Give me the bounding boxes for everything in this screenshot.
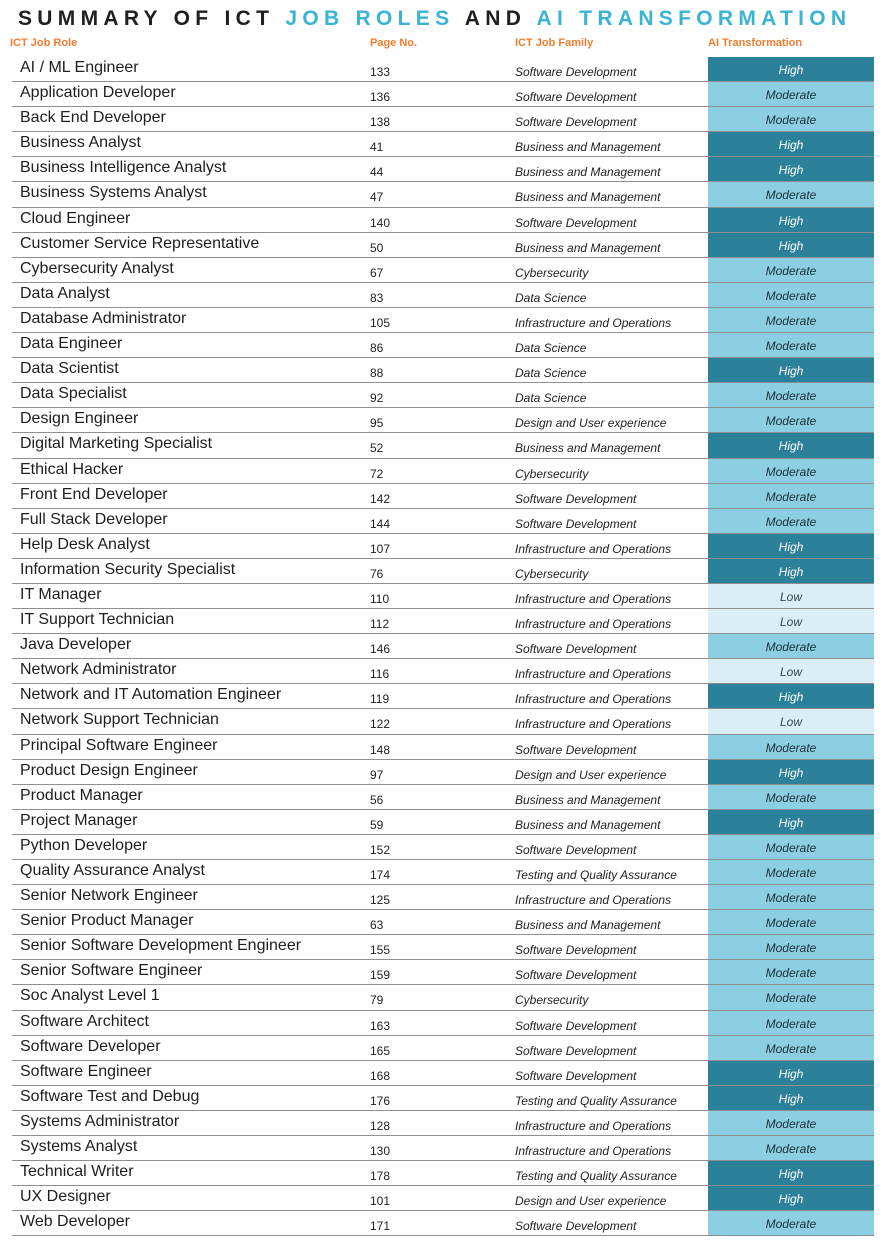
page-number-cell: 63 — [370, 918, 384, 933]
job-family-cell: Infrastructure and Operations — [515, 717, 672, 732]
page-number-cell: 168 — [370, 1068, 391, 1083]
job-role-cell: UX Designer — [20, 1188, 111, 1206]
job-family-cell: Business and Management — [515, 165, 661, 180]
page-number-cell: 152 — [370, 842, 391, 857]
table-row — [0, 333, 890, 358]
header-ai-transformation: AI Transformation — [708, 37, 803, 49]
table-row — [0, 1011, 890, 1036]
roles-table — [0, 57, 890, 1236]
ai-transformation-badge: High — [708, 1161, 874, 1186]
table-row — [0, 709, 890, 734]
page-number-cell: 76 — [370, 566, 384, 581]
table-row — [0, 860, 890, 885]
job-family-cell: Software Development — [515, 215, 637, 230]
table-row — [0, 408, 890, 433]
job-family-cell: Software Development — [515, 90, 637, 105]
ai-transformation-badge: High — [708, 1086, 874, 1111]
job-family-cell: Cybersecurity — [515, 466, 589, 481]
ai-transformation-badge: Moderate — [708, 910, 874, 935]
title-part-ai-transformation: AI TRANSFORMATION — [536, 7, 852, 30]
title-part-job-roles: JOB ROLES — [285, 7, 455, 30]
table-row — [0, 157, 890, 182]
job-family-cell: Infrastructure and Operations — [515, 1118, 672, 1133]
job-role-cell: Business Intelligence Analyst — [20, 159, 227, 177]
table-row — [0, 810, 890, 835]
ai-transformation-badge: High — [708, 132, 874, 157]
job-role-cell: Business Systems Analyst — [20, 184, 207, 202]
job-family-cell: Business and Management — [515, 817, 661, 832]
page-number-cell: 110 — [370, 591, 390, 606]
ai-transformation-badge: Moderate — [708, 1211, 874, 1236]
job-role-cell: Software Architect — [20, 1012, 149, 1030]
ai-transformation-badge: Moderate — [708, 1111, 874, 1136]
ai-transformation-badge: Low — [708, 609, 874, 634]
page-number-cell: 133 — [370, 65, 391, 79]
ai-transformation-badge: Moderate — [708, 860, 874, 885]
job-role-cell: Quality Assurance Analyst — [20, 862, 205, 879]
job-family-cell: Software Development — [515, 1018, 637, 1033]
job-family-cell: Design and User experience — [515, 416, 667, 431]
job-family-cell: Software Development — [515, 642, 637, 657]
table-row — [0, 960, 890, 985]
table-row — [0, 82, 890, 107]
ai-transformation-badge: High — [708, 233, 874, 258]
page-number-cell: 112 — [370, 617, 390, 632]
job-role-cell: Digital Marketing Specialist — [20, 435, 213, 453]
table-row — [0, 308, 890, 333]
table-row — [0, 1211, 890, 1236]
job-role-cell: Systems Analyst — [20, 1138, 138, 1156]
ai-transformation-badge: Moderate — [708, 383, 874, 408]
job-role-cell: Design Engineer — [20, 410, 139, 428]
page-number-cell: 176 — [370, 1093, 391, 1108]
table-row — [0, 283, 890, 308]
page-number-cell: 47 — [370, 190, 384, 205]
table-row — [0, 634, 890, 659]
ai-transformation-badge: Moderate — [708, 82, 874, 107]
table-row — [0, 835, 890, 860]
job-role-cell: Network and IT Automation Engineer — [20, 686, 282, 704]
page-number-cell: 125 — [370, 893, 391, 908]
ai-transformation-badge: High — [708, 534, 874, 559]
table-row — [0, 609, 890, 634]
ai-transformation-badge: High — [708, 810, 874, 835]
ai-transformation-badge: Moderate — [708, 408, 874, 433]
job-role-cell: Project Manager — [20, 811, 138, 829]
job-role-cell: Data Specialist — [20, 385, 127, 403]
job-role-cell: Cybersecurity Analyst — [20, 259, 174, 277]
table-row — [0, 1036, 890, 1061]
header-job-family: ICT Job Family — [515, 37, 594, 49]
job-family-cell: Business and Management — [515, 190, 661, 205]
page-number-cell: 144 — [370, 516, 391, 531]
ai-transformation-badge: Moderate — [708, 283, 874, 308]
page-number-cell: 95 — [370, 416, 384, 431]
job-family-cell: Cybersecurity — [515, 265, 589, 280]
table-row — [0, 107, 890, 132]
page-number-cell: 97 — [370, 767, 384, 782]
job-family-cell: Software Development — [515, 742, 637, 757]
job-family-cell: Software Development — [515, 943, 637, 958]
ai-transformation-badge: Moderate — [708, 1036, 874, 1061]
table-row — [0, 358, 890, 383]
job-family-cell: Business and Management — [515, 140, 661, 155]
table-row — [0, 985, 890, 1010]
page-number-cell: 122 — [370, 717, 391, 732]
page-number-cell: 56 — [370, 792, 384, 807]
job-role-cell: Data Analyst — [20, 284, 110, 302]
ai-transformation-badge: High — [708, 1186, 874, 1211]
job-family-cell: Business and Management — [515, 240, 661, 255]
table-row — [0, 534, 890, 559]
job-family-cell: Testing and Quality Assurance — [515, 1169, 677, 1184]
ai-transformation-badge: High — [708, 684, 874, 709]
job-role-cell: Network Administrator — [20, 661, 177, 679]
title-part-summary: SUMMARY OF ICT — [18, 7, 275, 30]
page-number-cell: 159 — [370, 968, 391, 983]
table-row — [0, 433, 890, 458]
ai-transformation-badge: Moderate — [708, 960, 874, 985]
job-role-cell: Principal Software Engineer — [20, 736, 218, 754]
page-number-cell: 105 — [370, 315, 391, 330]
ai-transformation-badge: High — [708, 433, 874, 458]
ai-transformation-badge: Moderate — [708, 885, 874, 910]
page-number-cell: 67 — [370, 265, 384, 280]
page-number-cell: 146 — [370, 642, 391, 657]
table-row — [0, 785, 890, 810]
job-family-cell: Design and User experience — [515, 767, 667, 782]
ai-transformation-badge: Moderate — [708, 935, 874, 960]
job-family-cell: Business and Management — [515, 792, 661, 807]
page-number-cell: 165 — [370, 1043, 391, 1058]
page-number-cell: 138 — [370, 115, 391, 130]
job-family-cell: Design and User experience — [515, 1194, 667, 1209]
table-header — [0, 37, 890, 53]
job-family-cell: Software Development — [515, 1068, 637, 1083]
table-row — [0, 509, 890, 534]
table-row — [0, 559, 890, 584]
table-row — [0, 383, 890, 408]
job-family-cell: Software Development — [515, 516, 637, 531]
job-role-cell: Back End Developer — [20, 109, 166, 127]
ai-transformation-badge: High — [708, 57, 874, 82]
ai-transformation-badge: Moderate — [708, 1136, 874, 1161]
job-family-cell: Infrastructure and Operations — [515, 692, 672, 707]
job-family-cell: Infrastructure and Operations — [515, 667, 672, 682]
page-number-cell: 72 — [370, 466, 384, 481]
page-number-cell: 148 — [370, 742, 391, 757]
job-family-cell: Data Science — [515, 391, 587, 406]
page-number-cell: 86 — [370, 341, 384, 356]
table-row — [0, 684, 890, 709]
job-role-cell: Senior Product Manager — [20, 912, 194, 930]
page-number-cell: 79 — [370, 993, 384, 1008]
table-row — [0, 584, 890, 609]
page-number-cell: 83 — [370, 290, 384, 305]
table-row — [0, 659, 890, 684]
page-number-cell: 174 — [370, 868, 391, 882]
ai-transformation-badge: Moderate — [708, 735, 874, 760]
table-row — [0, 57, 890, 82]
job-family-cell: Software Development — [515, 1219, 637, 1234]
page-number-cell: 128 — [370, 1118, 391, 1133]
page-number-cell: 119 — [370, 692, 390, 707]
job-family-cell: Infrastructure and Operations — [515, 315, 672, 330]
page-number-cell: 107 — [370, 541, 391, 556]
ai-transformation-badge: Low — [708, 709, 874, 734]
job-role-cell: IT Support Technician — [20, 611, 175, 629]
ai-transformation-badge: Moderate — [708, 308, 874, 333]
job-role-cell: Senior Network Engineer — [20, 887, 198, 905]
job-role-cell: Soc Analyst Level 1 — [20, 987, 160, 1005]
job-role-cell: Information Security Specialist — [20, 560, 236, 578]
job-role-cell: Python Developer — [20, 836, 148, 854]
job-role-cell: Product Design Engineer — [20, 761, 198, 779]
job-family-cell: Infrastructure and Operations — [515, 1144, 672, 1159]
table-row — [0, 1061, 890, 1086]
job-role-cell: Data Scientist — [20, 360, 119, 378]
job-role-cell: Application Developer — [20, 84, 176, 102]
job-role-cell: Senior Software Engineer — [20, 962, 203, 980]
job-role-cell: Web Developer — [20, 1213, 130, 1231]
job-role-cell: Cloud Engineer — [20, 209, 131, 227]
page-number-cell: 171 — [370, 1219, 391, 1234]
page-number-cell: 130 — [370, 1144, 391, 1159]
job-family-cell: Infrastructure and Operations — [515, 893, 672, 908]
job-family-cell: Business and Management — [515, 441, 661, 456]
ai-transformation-badge: High — [708, 208, 874, 233]
ai-transformation-badge: Moderate — [708, 107, 874, 132]
ai-transformation-badge: Moderate — [708, 484, 874, 509]
table-row — [0, 735, 890, 760]
ai-transformation-badge: High — [708, 559, 874, 584]
page-number-cell: 136 — [370, 90, 391, 105]
job-role-cell: AI / ML Engineer — [20, 59, 139, 76]
ai-transformation-badge: Moderate — [708, 459, 874, 484]
page-number-cell: 163 — [370, 1018, 391, 1033]
job-family-cell: Testing and Quality Assurance — [515, 1093, 677, 1108]
page-number-cell: 88 — [370, 366, 384, 381]
page-title — [18, 6, 851, 32]
page-number-cell: 44 — [370, 165, 384, 180]
job-role-cell: Ethical Hacker — [20, 460, 124, 478]
ai-transformation-badge: High — [708, 760, 874, 785]
job-family-cell: Software Development — [515, 115, 637, 130]
table-row — [0, 1161, 890, 1186]
header-page-no: Page No. — [370, 37, 418, 49]
table-row — [0, 760, 890, 785]
job-role-cell: Business Analyst — [20, 134, 141, 152]
ai-transformation-badge: Moderate — [708, 333, 874, 358]
job-family-cell: Software Development — [515, 968, 637, 983]
job-role-cell: Software Developer — [20, 1037, 161, 1055]
ai-transformation-badge: Moderate — [708, 634, 874, 659]
page-number-cell: 140 — [370, 215, 391, 230]
table-row — [0, 182, 890, 207]
job-family-cell: Infrastructure and Operations — [515, 591, 672, 606]
job-role-cell: Help Desk Analyst — [20, 535, 150, 553]
job-role-cell: Java Developer — [20, 636, 132, 654]
ai-transformation-badge: Low — [708, 584, 874, 609]
table-row — [0, 208, 890, 233]
page-number-cell: 50 — [370, 240, 384, 255]
job-role-cell: Software Engineer — [20, 1062, 152, 1080]
job-family-cell: Software Development — [515, 491, 637, 506]
ai-transformation-badge: Moderate — [708, 835, 874, 860]
page-number-cell: 92 — [370, 391, 384, 406]
page-number-cell: 101 — [370, 1194, 391, 1209]
page-number-cell: 178 — [370, 1169, 391, 1184]
job-family-cell: Data Science — [515, 290, 587, 305]
ai-transformation-badge: Moderate — [708, 985, 874, 1010]
ai-transformation-badge: Moderate — [708, 1011, 874, 1036]
table-row — [0, 132, 890, 157]
job-role-cell: Front End Developer — [20, 485, 168, 503]
job-family-cell: Software Development — [515, 842, 637, 857]
ai-transformation-badge: High — [708, 157, 874, 182]
page-number-cell: 41 — [370, 140, 384, 155]
ai-transformation-badge: Moderate — [708, 258, 874, 283]
job-family-cell: Cybersecurity — [515, 993, 589, 1008]
table-row — [0, 1186, 890, 1211]
page-number-cell: 155 — [370, 943, 391, 958]
job-family-cell: Data Science — [515, 341, 587, 356]
table-row — [0, 885, 890, 910]
page-number-cell: 59 — [370, 817, 384, 832]
table-row — [0, 1111, 890, 1136]
page-number-cell: 52 — [370, 441, 384, 456]
job-family-cell: Software Development — [515, 65, 637, 79]
ai-transformation-badge: Moderate — [708, 182, 874, 207]
job-role-cell: Software Test and Debug — [20, 1087, 200, 1105]
job-family-cell: Cybersecurity — [515, 566, 589, 581]
header-job-role: ICT Job Role — [10, 37, 78, 49]
job-family-cell: Software Development — [515, 1043, 637, 1058]
table-row — [0, 258, 890, 283]
table-row — [0, 910, 890, 935]
job-role-cell: Systems Administrator — [20, 1112, 180, 1130]
job-family-cell: Infrastructure and Operations — [515, 541, 672, 556]
title-part-and: AND — [464, 7, 527, 30]
table-row — [0, 233, 890, 258]
ai-transformation-badge: Moderate — [708, 509, 874, 534]
job-family-cell: Data Science — [515, 366, 587, 381]
job-role-cell: Network Support Technician — [20, 711, 219, 729]
ai-transformation-badge: High — [708, 358, 874, 383]
ai-transformation-badge: Low — [708, 659, 874, 684]
page-number-cell: 142 — [370, 491, 391, 506]
job-role-cell: Database Administrator — [20, 309, 187, 327]
ai-transformation-badge: High — [708, 1061, 874, 1086]
job-family-cell: Infrastructure and Operations — [515, 617, 672, 632]
job-role-cell: Senior Software Development Engineer — [20, 937, 302, 955]
table-row — [0, 1086, 890, 1111]
job-role-cell: Customer Service Representative — [20, 234, 260, 252]
table-row — [0, 484, 890, 509]
job-family-cell: Business and Management — [515, 918, 661, 933]
table-row — [0, 459, 890, 484]
page-number-cell: 116 — [370, 667, 390, 682]
job-role-cell: Product Manager — [20, 786, 143, 804]
job-role-cell: Full Stack Developer — [20, 510, 168, 528]
job-role-cell: Data Engineer — [20, 335, 123, 353]
job-family-cell: Testing and Quality Assurance — [515, 868, 677, 882]
table-row — [0, 935, 890, 960]
job-role-cell: IT Manager — [20, 585, 102, 603]
ai-transformation-badge: Moderate — [708, 785, 874, 810]
table-row — [0, 1136, 890, 1161]
job-role-cell: Technical Writer — [20, 1163, 134, 1181]
